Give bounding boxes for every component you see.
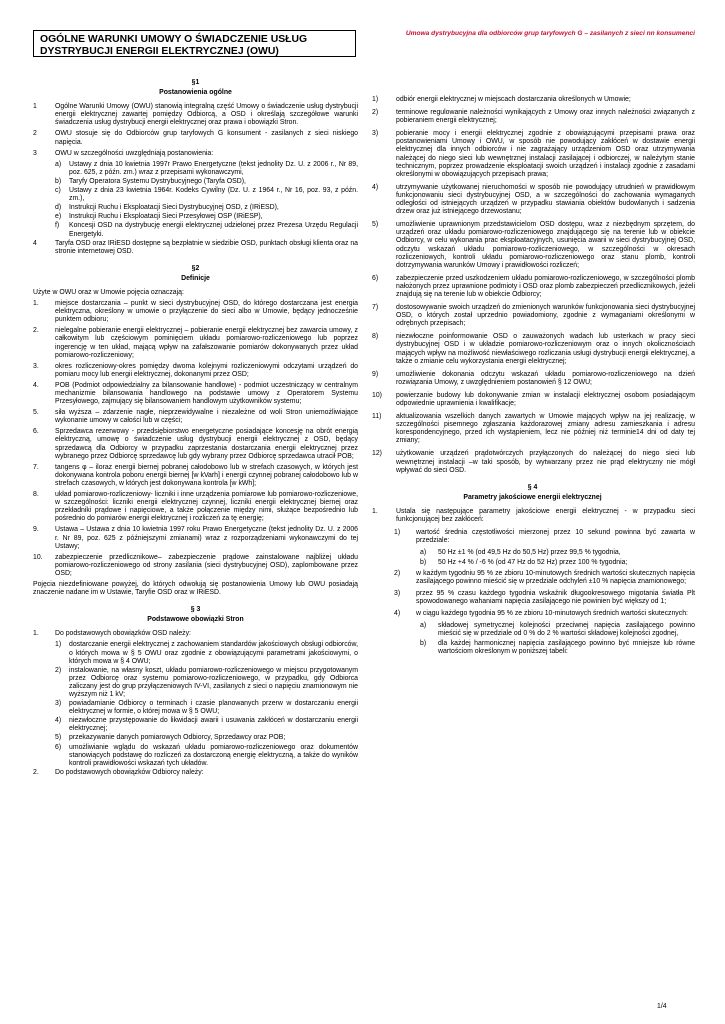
list-item: 5) umożliwienie uprawnionym przedstawicielom OSD dostępu, wraz z niezbędnym sprzętem, do urządzeń oraz układu pomiarowo-rozliczeniowego znajdującego się na terenie lub w obiekcie Odbiorcy, w celu wykonania prac eksploatacyjnych, usunięcia awarii w sieci dystrybucyjnej OSD, odczytu wskazań układu pomiarowo-rozliczeniowego, w szczególności w okresach rozliczeniowych, kontroli układu pomiarowo-rozliczeniowego oraz stanu plomb, kontroli dotrzymywania warunków Umowy i prawidłowości rozliczeń; <box>372 221 695 269</box>
list-item: 1) odbiór energii elektrycznej w miejscach dostarczania określonych w Umowie; <box>372 96 631 103</box>
right-column <box>370 96 695 658</box>
list-item: c) Ustawy z dnia 23 kwietnia 1964r. Kodeks Cywilny (Dz. U. z 1964 r., Nr 16, poz. 93, z późn. zm.), <box>55 187 358 203</box>
list-item: d) Instrukcji Ruchu i Eksploatacji Sieci Dystrybucyjnej OSD, z (IRiESD), <box>55 204 279 212</box>
definitions-list <box>33 300 358 578</box>
list-item: 3) powiadamianie Odbiorcy o terminach i czasie planowanych przerw w dostarczaniu energii elektrycznej w formie, o której mowa w § 5 OWU; <box>55 700 358 716</box>
list-item: 1) dostarczanie energii elektrycznej z zachowaniem standardów jakościowych obsługi odbiorców, o których mowa w § 5 OWU oraz zgodnie z obowiązującymi parametrami jakościowymi, o których mowa w § 4 OWU; <box>55 641 358 665</box>
list-item: 9) umożliwienie dokonania odczytu wskazań układu pomiarowo-rozliczeniowego na dzień rozwiązania Umowy, z uwzględnieniem postanowień § 12 OWU; <box>372 370 695 386</box>
section-1-title: Postanowienia ogólne <box>159 89 232 97</box>
section-3-item-2: 2. Do podstawowych obowiązków Odbiorcy należy: <box>33 768 204 776</box>
section-4-item-1: 1. Ustala się następujące parametry jakościowe energii elektrycznej - w przypadku sieci funkcjonującej bez zakłóceń: <box>372 507 695 524</box>
list-item: a) składowej symetrycznej kolejności przeciwnej napięcia zasilającego powinno mieścić się w przedziale od 0 % do 2 % wartości składowej kolejności zgodnej, <box>420 621 695 638</box>
section-2-intro: Użyte w OWU oraz w Umowie pojęcia oznaczają: <box>33 288 184 296</box>
list-item: 3 OWU w szczególności uwzględniają postanowienia: <box>33 149 214 157</box>
list-item: 4) niezwłoczne przystępowanie do likwidacji awarii i usuwania zakłóceń w dostarczaniu energii elektrycznej; <box>55 717 358 733</box>
definition-item: 3. okres rozliczeniowy-okres pomiędzy dwoma kolejnymi rozliczeniowymi odczytami urządzeń do pomiaru mocy lub energii elektrycznej, dokonanymi przez OSD; <box>33 362 358 378</box>
definition-item: 1. miejsce dostarczania – punkt w sieci dystrybucyjnej OSD, do którego dostarczana jest energia elektryczna, określony w umowie o przyłączenie do sieci albo w Umowie, będący jednocześnie punktem odbioru; <box>33 300 358 324</box>
list-item: 2) instalowanie, na własny koszt, układu pomiarowo-rozliczeniowego w miejscu przygotowanym przez Odbiorcę oraz systemu pomiarowo-rozliczeniowego, w przypadku, gdy Odbiorca zaliczany jest do grup przyłączeniowych IV-VI, zasilanych z sieci o napięciu znamionowym nie wyższym niż 1 kV; <box>55 666 358 698</box>
section-4-number: § 4 <box>527 483 538 491</box>
definition-item: 5. siła wyższa – zdarzenie nagłe, nieprzewidywalne i niezależne od woli Stron uniemożliwiające wykonanie umowy w całości lub w części; <box>33 409 358 425</box>
list-item: e) Instrukcji Ruchu i Eksploatacji Sieci Przesyłowej OSP (IRiESP), <box>55 213 263 221</box>
list-item: 6) umożliwianie wglądu do wskazań układu pomiarowo-rozliczeniowego oraz dokumentów stanowiących podstawę do rozliczeń za dostarczoną energię elektryczną, a także do wyników kontroli prawidłowości wskazań tych układów. <box>55 743 358 767</box>
definition-item: 2. nielegalne pobieranie energii elektrycznej – pobieranie energii elektrycznej bez zawarcia umowy, z całkowitym lub częściowym pominięciem układu pomiarowo-rozliczeniowego lub poprzez ingerencję w ten układ, mającą wpływ na zafałszowanie pomiarów dokonywanych przez układ pomiarowo-rozliczeniowy; <box>33 327 358 359</box>
section-2-title: Definicje <box>181 274 210 282</box>
list-item: 11) aktualizowania wszelkich danych zawartych w Umowie mających wpływ na jej realizację, w szczególności pisemnego zgłaszania każdorazowej zmiany adresu zamieszkania i adresu korespondencyjnego, przed ich wystąpieniem, lecz nie później niż terminie14 dni od daty tej zmiany; <box>372 413 695 445</box>
section-1-subitems <box>33 161 358 239</box>
list-item: 12) użytkowanie urządzeń prądotwórczych przyłączonych do należącej do niego sieci lub wewnętrznej instalacji –w taki sposób, by wytwarzany przez nie prąd elektryczny nie mógł wpływać do sieci OSD. <box>372 450 695 474</box>
list-item: 8) niezwłoczne poinformowanie OSD o zauważonych wadach lub usterkach w pracy sieci dystrybucyjnej OSD i w układzie pomiarowo-rozliczeniowym oraz o innych okolicznościach mających wpływ na możliwość niewłaściwego rozliczania usługi dystrybucji energii elektrycznej, a także o zmianie celu wykorzystania energii elektrycznej; <box>372 333 695 365</box>
definition-item: 4. POB (Podmiot odpowiedzialny za bilansowanie handlowe) - podmiot uczestniczący w centralnym mechanizmie bilansowania handlowego na podstawie umowy z Operatorem Systemu Przesyłowego, zajmujący się bilansowaniem handlowym użytkowników systemu; <box>33 381 358 406</box>
section-4-sub-2: 2) w każdym tygodniu 95 % ze zbioru 10-minutowych średnich wartości skutecznych napięcia zasilającego powinno mieścić się w przedziale odchyleń ±10 % napięcia znamionowego; <box>394 569 695 585</box>
list-item: 10) powierzanie budowy lub dokonywanie zmian w instalacji elektrycznej osobom posiadającym odpowiednie uprawnienia i kwalifikacje; <box>372 391 695 407</box>
list-item: f) Koncesji OSD na dystrybucję energii elektrycznej udzielonej przez Prezesa Urzędu Regulacji Energetyki. <box>55 222 358 238</box>
section-2-outro: Pojęcia niezdefiniowane powyżej, do których odwołują się postanowienia Umowy lub OWU posiadają znaczenie nadane im w Ustawie, Taryfie OSD oraz w IRiESD. <box>33 580 358 597</box>
definition-item: 8. układ pomiarowo-rozliczeniowy- liczniki i inne urządzenia pomiarowe lub pomiarowo-rozliczeniowe, w szczególności: liczniki energii elektrycznej czynnej, liczniki energii elektrycznej biernej oraz przekładniki prądowe i napięciowe, a także połączenie między nimi, służące bezpośrednio lub pośrednio do pomiarów energii elektrycznej i rozliczeń za tę energię; <box>33 491 358 523</box>
definition-item: 10. zabezpieczenie przedlicznikowe– zabezpieczenie prądowe zainstalowane najbliżej układu pomiarowo-rozliczeniowego od strony zasilania (sieci dystrybucyjnej OSD), zaplombowane przez OSD; <box>33 553 358 577</box>
section-1-item-4: 4 Taryfa OSD oraz IRiESD dostępne są bezpłatnie w siedzibie OSD, punktach obsługi klienta oraz na stronie internetowej OSD. <box>33 239 358 255</box>
list-item: 7) dostosowywanie swoich urządzeń do zmienionych warunków funkcjonowania sieci dystrybucyjnej OSD, o których został uprzednio powiadomiony, zgodnie z wymaganiami określonymi w odrębnych przepisach; <box>372 304 695 328</box>
document-title: OGÓLNE WARUNKI UMOWY O ŚWIADCZENIE USŁUG DYSTRYBUCJI ENERGII ELEKTRYCZNEJ (OWU) <box>33 30 356 57</box>
list-item: 1 Ogólne Warunki Umowy (OWU) stanowią integralną część Umowy o świadczenie usług dystrybucji energii elektrycznej zawartej pomiędzy Odbiorcą, a OSD i określają szczegółowe warunki świadczenia usług dystrybucji energii elektrycznej oraz prawa i obowiązki Stron. <box>33 103 358 127</box>
list-item: 5) przekazywanie danych pomiarowych Odbiorcy, Sprzedawcy oraz POB; <box>55 734 286 742</box>
list-item: b) dla każdej harmonicznej napięcia zasilającego powinno być mniejsze lub równe wartościom określonym w poniższej tabeli: <box>420 640 695 656</box>
list-item: b) Taryfy Operatora Systemu Dystrybucyjnego (Taryfa OSD), <box>55 177 246 185</box>
page-number: 1/4 <box>657 1003 667 1010</box>
left-column <box>33 70 358 780</box>
list-item: 6) zabezpieczenie przed uszkodzeniem układu pomiarowo-rozliczeniowego, w szczególności plomb nałożonych przez uprawnione podmioty i OSD oraz plomb zabezpieczeń przedlicznikowych, jeżeli znajdują się na terenie lub w obiekcie Odbiorcy; <box>372 274 695 298</box>
list-item: 3) pobieranie mocy i energii elektrycznej zgodnie z obowiązującymi przepisami prawa oraz postanowieniami Umowy i OWU, w sposób nie powodujący zakłóceń w dostawie energii elektrycznej dla innych odbiorców i nie zagrażający urządzeniom OSD oraz utrzymywania należącej do niego sieci lub wewnętrznej instalacji zasilającej i odbiorczej, w należytym stanie technicznym, poprzez prowadzenie eksploatacji swoich urządzeń i instalacji zgodnie z zasadami określonymi w obowiązujących przepisach prawa; <box>372 130 695 178</box>
section-4-sub-3: 3) przez 95 % czasu każdego tygodnia wskaźnik długookresowego migotania światła Plt spowodowanego wahaniami napięcia zasilającego nie powinien być większy od 1; <box>394 589 695 605</box>
section-4-title: Parametry jakościowe energii elektrycznej <box>463 493 602 501</box>
list-item: a) Ustawy z dnia 10 kwietnia 1997r Prawo Energetyczne (tekst jednolity Dz. U. z 2006 r., Nr 89, poz. 625, z późn. zm.) wraz z przepisami wykonawczymi, <box>55 160 358 176</box>
header-note: Umowa dystrybucyjna dla odbiorców grup taryfowych G – zasilanych z sieci nn konsumenci <box>405 30 695 37</box>
frequency-ranges <box>370 549 695 567</box>
section-3-number: § 3 <box>190 606 201 614</box>
definition-item: 9. Ustawa – Ustawa z dnia 10 kwietnia 1997 roku Prawo Energetyczne (tekst jednolity Dz. U. z 2006 r. Nr 89, poz. 625 z późniejszymi zmianami) wraz z rozporządzeniami wykonawczymi do tej Ustawy; <box>33 526 358 550</box>
list-item: 4) utrzymywanie użytkowanej nieruchomości w sposób nie powodujący utrudnień w prawidłowym funkcjonowaniu sieci dystrybucyjnej OSD, a w szczególności do zachowania wymaganych odległości od istniejących urządzeń w przypadku stawiania obiektów budowlanych i sadzenia drzew oraz już istniejącego drzewostanu; <box>372 183 695 216</box>
section-1-items <box>33 103 358 158</box>
list-item: 2) terminowe regulowanie należności wynikających z Umowy oraz innych należności związanych z pobieraniem energii elektrycznej; <box>372 109 695 125</box>
section-3-title: Podstawowe obowiązki Stron <box>147 616 244 624</box>
section-2-number: §2 <box>191 264 200 272</box>
section-1-number: §1 <box>191 79 200 86</box>
section-4-sub-1: 1) wartość średnia częstotliwości mierzonej przez 10 sekund powinna być zawarta w przedziale: <box>394 529 695 545</box>
voltage-quality-list <box>370 622 695 656</box>
osd-duties-list <box>33 641 358 767</box>
list-item: a) 50 Hz ±1 % (od 49,5 Hz do 50,5 Hz) przez 99,5 % tygodnia, <box>420 549 621 557</box>
section-4-sub-4: 4) w ciągu każdego tygodnia 95 % ze zbioru 10-minutowych średnich wartości skutecznych: <box>394 609 688 617</box>
definition-item: 6. Sprzedawca rezerwowy - przedsiębiorstwo energetyczne posiadające koncesję na obrót energią elektryczną, umowę o świadczenie usług dystrybucji energii elektrycznej z OSD, będący sprzedawcą dla Odbiorcy w przypadku zaprzestania dostarczania energii elektrycznej przez wybranego przez Odbiorcę sprzedawcę lub gdy wybrany przez Odbiorcę sprzedawca utracił POB; <box>33 428 358 460</box>
customer-duties-list <box>370 96 695 475</box>
section-3-item-1: 1. Do podstawowych obowiązków OSD należy: <box>33 630 191 638</box>
definition-item: 7. tangens φ – iloraz energii biernej pobranej całodobowo lub w strefach czasowych, w których jest dokonywana kontrola poboru energii biernej [w kVarh] i energii czynnej pobranej całodobowo lub w strefach czasowych, w których jest dokonywana kontrola [w kWh]; <box>33 463 358 487</box>
list-item: 2 OWU stosuje się do Odbiorców grup taryfowych G konsument - zasilanych z sieci niskiego napięcia. <box>33 130 358 146</box>
list-item: b) 50 Hz +4 % / -6 % (od 47 Hz do 52 Hz) przez 100 % tygodnia; <box>420 559 628 567</box>
